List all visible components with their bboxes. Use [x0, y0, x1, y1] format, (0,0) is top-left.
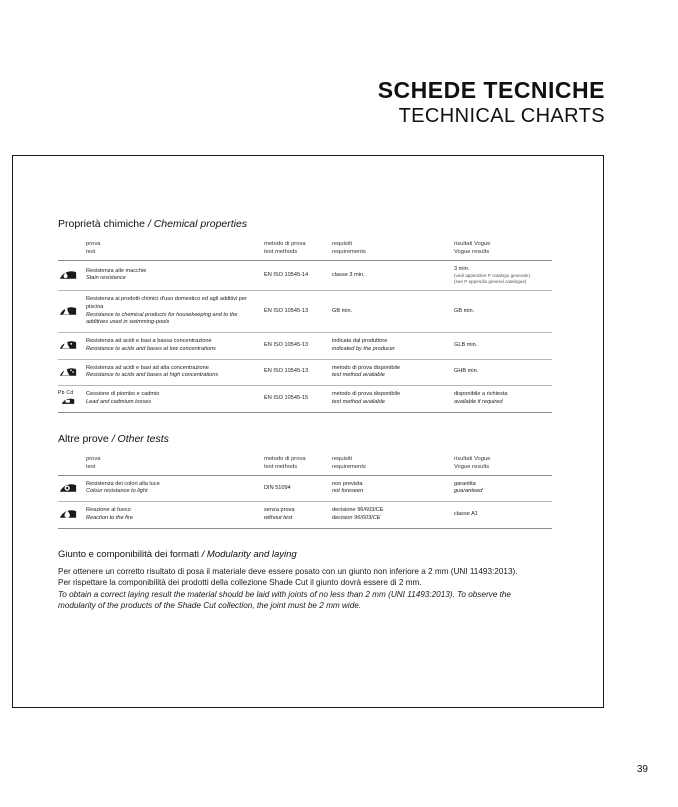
row-test-en: Colour resistance to light	[86, 488, 148, 495]
page-title-sub: TECHNICAL CHARTS	[398, 105, 605, 128]
row-test-it: Reazione al fuoco	[86, 507, 131, 514]
row-test-en: Resistance to acids and bases at low concentrations	[86, 345, 216, 352]
row-res-it: 3 min.	[454, 265, 470, 272]
col-icon	[58, 241, 86, 260]
light-resistance-icon	[58, 482, 82, 495]
col-req-it: requisiti	[332, 241, 352, 247]
note-title-it: Giunto e componibilità dei formati	[58, 548, 199, 560]
lead-cadmium-icon	[58, 397, 82, 407]
table-row	[58, 386, 552, 413]
row-res-en: guaranteed	[454, 488, 483, 495]
row-req-it: classe 3 min.	[332, 271, 365, 278]
row-test	[86, 333, 264, 359]
row-test-it: Resistenza ad acidi e basi ad alta concentrazione	[86, 364, 209, 371]
row-test-en: Resistance to chemical products for housekeeping and to the additives used in swimming-pools	[86, 311, 238, 326]
chemical-flask-icon	[58, 305, 82, 318]
section-title-chemical-sep: /	[147, 218, 151, 230]
row-test-en: Lead and cadmium losses	[86, 399, 151, 406]
section-title-other-it: Altre prove	[58, 433, 109, 446]
page-header	[378, 78, 605, 128]
row-icon-cell	[58, 475, 86, 501]
section-title-chemical-en: Chemical properties	[153, 218, 248, 230]
row-test-it: Resistenza ai prodotti chimici d'uso domestico ed agli additivi per piscina	[86, 296, 247, 310]
fire-reaction-icon	[58, 508, 82, 521]
col-method	[264, 456, 332, 475]
col-requirements	[332, 456, 454, 475]
section-title-other-sep: /	[111, 433, 115, 446]
row-icon-cell	[58, 502, 86, 528]
row-requirements	[332, 502, 454, 528]
row-test-it: Resistenza dei colori alla luce	[86, 480, 160, 487]
row-req-en: test method available	[332, 372, 385, 379]
note-line-it-1: Per ottenere un corretto risultato di posa il materiale deve essere posato con un giunto non inferiore a 2 mm (UNI 11493:2013).	[58, 566, 518, 576]
note-title-en: Modularity and laying	[206, 548, 297, 560]
row-req-en: decision 96/603/CE	[332, 514, 381, 521]
row-requirements	[332, 260, 454, 291]
row-results	[454, 475, 552, 501]
row-test-it: Resistenza ad acidi e basi a bassa concentrazione	[86, 338, 212, 345]
section-spacer	[58, 413, 552, 433]
row-method-en: without test	[264, 514, 293, 521]
table-row	[58, 359, 552, 385]
acid-high-icon	[58, 366, 82, 379]
row-test	[86, 475, 264, 501]
row-results: classe A1	[454, 502, 552, 528]
lead-cadmium-label: Pb Cd	[58, 390, 74, 397]
row-res-it: garantita	[454, 480, 476, 487]
row-requirements	[332, 359, 454, 385]
table-row	[58, 291, 552, 333]
col-method-en: test methods	[264, 248, 298, 255]
note-title	[58, 549, 538, 560]
table-header-row	[58, 241, 552, 260]
row-test-en: Reaction to the fire	[86, 514, 133, 521]
row-requirements: GB min.	[332, 291, 454, 333]
row-test	[86, 260, 264, 291]
row-results: GLB min.	[454, 333, 552, 359]
section-title-chemical	[58, 218, 552, 230]
col-res-en: Vogue results	[454, 248, 490, 255]
col-method	[264, 241, 332, 260]
row-req-en: test method available	[332, 399, 385, 406]
col-test-en: test	[86, 463, 96, 470]
page-title-main: SCHEDE TECNICHE	[377, 77, 605, 103]
row-method: EN ISO 10545-13	[264, 359, 332, 385]
row-req-it: metodo di prova disponibile	[332, 391, 401, 398]
row-method: EN ISO 10545-14	[264, 260, 332, 291]
col-test-it: prova	[86, 456, 101, 463]
table-chemical-properties	[58, 241, 552, 413]
row-test	[86, 502, 264, 528]
row-test	[86, 291, 264, 333]
row-test-en: Resistance to acids and bases at high concentrations	[86, 372, 219, 379]
stain-drop-icon	[58, 269, 82, 282]
content-frame	[12, 155, 604, 708]
note-title-sep: /	[201, 548, 205, 560]
row-icon-cell	[58, 386, 86, 413]
row-test-en: Stain resistance	[86, 275, 126, 282]
row-test-it: Cessione di piombo e cadmio	[86, 391, 160, 398]
col-req-en: requirements	[332, 248, 366, 255]
row-test	[86, 386, 264, 413]
row-req-it: metodo di prova disponibile	[332, 364, 401, 371]
col-results	[454, 456, 552, 475]
table-row	[58, 260, 552, 291]
row-results: GHB min.	[454, 359, 552, 385]
row-icon-cell	[58, 333, 86, 359]
col-method-it: metodo di prova	[264, 456, 306, 463]
row-test-it: Resistenza alle macchie	[86, 267, 147, 274]
row-method: EN ISO 10545-13	[264, 291, 332, 333]
row-results: GB min.	[454, 291, 552, 333]
row-method: EN ISO 10545-15	[264, 386, 332, 413]
table-row	[58, 502, 552, 528]
col-method-it: metodo di prova	[264, 241, 306, 247]
row-test	[86, 359, 264, 385]
col-test-en: test	[86, 248, 96, 255]
note-line-en-2: modularity of the products of the Shade Cut collection, the joint must be 2 mm wide.	[58, 601, 362, 611]
row-method: DIN 51094	[264, 475, 332, 501]
row-res-en: available if required	[454, 399, 503, 406]
row-req-en: indicated by the producer	[332, 345, 395, 352]
row-method	[264, 502, 332, 528]
table-chemical-header	[58, 241, 552, 260]
section-title-other-en: Other tests	[117, 433, 169, 446]
col-requirements	[332, 241, 454, 260]
table-row	[58, 475, 552, 501]
row-req-en: not foreseen	[332, 488, 364, 495]
col-res-it: risultati Vogue	[454, 241, 491, 247]
note-line-it-2: Per rispettare la componibilità dei prodotti della collezione Shade Cut il giunto dovrà essere di 2 mm.	[58, 578, 422, 588]
col-res-en: Vogue results	[454, 463, 490, 470]
row-res-note: (vedi appendice P catalogo generale) (see P appendix general catalogue)	[454, 273, 531, 285]
col-results	[454, 241, 552, 260]
col-test	[86, 456, 264, 475]
col-res-it: risultati Vogue	[454, 456, 491, 463]
row-results	[454, 260, 552, 291]
row-results	[454, 386, 552, 413]
acid-low-icon	[58, 339, 82, 352]
row-req-it: non prevista	[332, 480, 363, 487]
col-icon	[58, 456, 86, 475]
col-req-it: requisiti	[332, 456, 352, 463]
col-method-en: test methods	[264, 463, 298, 470]
row-requirements	[332, 333, 454, 359]
row-req-it: indicata dal produttore	[332, 338, 388, 345]
row-requirements	[332, 386, 454, 413]
row-method: EN ISO 10545-13	[264, 333, 332, 359]
note-line-en-1: To obtain a correct laying result the material should be laid with joints of no less than 2 mm (UNI 11493:2013). To observe the	[58, 589, 511, 599]
table-other-tests	[58, 456, 552, 529]
section-title-chemical-it: Proprietà chimiche	[58, 218, 145, 230]
section-title-other	[58, 433, 552, 445]
row-req-it: decisione 96/603/CE	[332, 507, 384, 514]
row-icon-cell	[58, 260, 86, 291]
row-res-it: disponibile a richiesta	[454, 391, 508, 398]
row-icon-cell	[58, 359, 86, 385]
page-number: 39	[636, 764, 648, 775]
col-test-it: prova	[86, 241, 101, 247]
table-row	[58, 333, 552, 359]
note-block	[58, 549, 538, 613]
table-other-header	[58, 456, 552, 475]
content-body	[58, 218, 552, 612]
col-test	[86, 241, 264, 260]
row-requirements	[332, 475, 454, 501]
table-header-row	[58, 456, 552, 475]
row-icon-cell	[58, 291, 86, 333]
col-req-en: requirements	[332, 463, 366, 470]
row-method-it: senza prova	[264, 507, 295, 514]
